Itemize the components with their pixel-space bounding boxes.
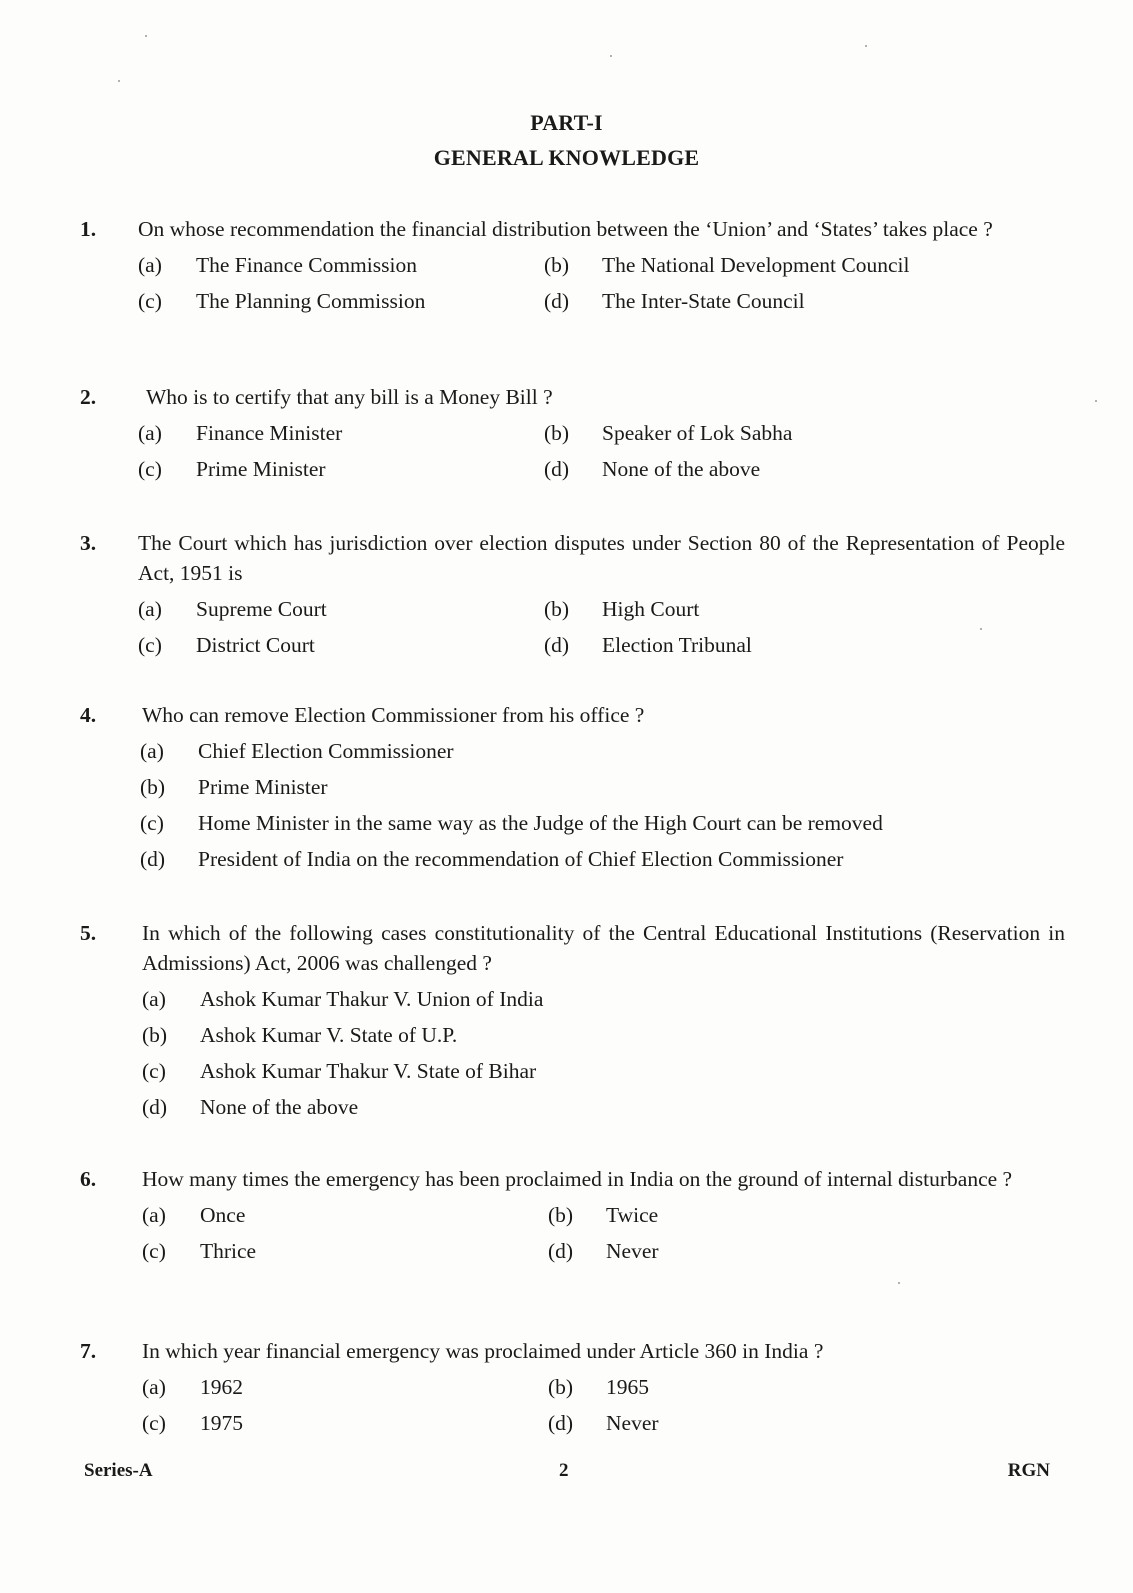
option-c [140,808,883,838]
option-text: 1962 [200,1375,243,1399]
option-label: (c) [140,811,164,835]
option-label: (b) [548,1203,574,1227]
option-label: (a) [140,739,164,763]
option-label: (c) [138,633,162,657]
option-label: (c) [142,1239,166,1263]
option-text: The Inter-State Council [602,289,805,313]
option-a [142,1372,243,1402]
question-number: 5. [80,921,97,945]
options-list [142,984,1065,1128]
question-number: 6. [80,1167,97,1191]
option-text: Never [606,1239,659,1263]
option-label: (b) [544,597,570,621]
option-label: (d) [140,847,166,871]
option-b [140,772,328,802]
section-heading: GENERAL KNOWLEDGE [433,145,700,170]
page-number: 2 [559,1460,569,1481]
option-text: None of the above [602,457,761,481]
option-label: (a) [142,1375,166,1399]
option-text: Prime Minister [198,775,328,799]
option-c [138,630,315,660]
option-c [142,1056,536,1086]
option-label: (b) [544,421,570,445]
option-text: High Court [602,597,700,621]
option-text: Home Minister in the same way as the Judge of the High Court can be removed [198,811,883,835]
option-label: (a) [142,1203,166,1227]
question-text: In which of the following cases constitutionality of the Central Educational Institutions (Reservation in Admissions) Act, 2006 was challenged ? [142,921,1065,975]
question-text: The Court which has jurisdiction over election disputes under Section 80 of the Representation of People Act, 1951 is [138,531,1065,585]
option-label: (b) [140,775,166,799]
question-3 [80,528,1065,666]
question-1 [80,214,1065,322]
option-b [142,1020,457,1050]
option-text: 1965 [606,1375,649,1399]
option-label: (c) [138,457,162,481]
question-5 [80,918,1065,1128]
option-a [138,418,342,448]
scan-speck [145,35,147,37]
question-text: How many times the emergency has been proclaimed in India on the ground of internal disturbance ? [142,1167,1013,1191]
part-heading: PART-I [530,110,603,135]
paper-code: RGN [1007,1460,1050,1481]
options-grid [138,250,1065,322]
option-text: Election Tribunal [602,633,752,657]
option-text: Chief Election Commissioner [198,739,454,763]
option-d [548,1236,659,1266]
option-label: (b) [548,1375,574,1399]
option-label: (d) [544,457,570,481]
option-text: Ashok Kumar Thakur V. Union of India [200,987,544,1011]
option-text: District Court [196,633,315,657]
option-label: (a) [142,987,166,1011]
option-text: 1975 [200,1411,243,1435]
question-number: 3. [80,531,97,555]
scan-speck [118,80,120,82]
options-grid [142,1372,1065,1444]
option-label: (b) [544,253,570,277]
option-b [548,1200,658,1230]
option-text: Twice [606,1203,659,1227]
options-list [140,736,1065,880]
question-number: 4. [80,703,97,727]
option-d [140,844,843,874]
option-text: Supreme Court [196,597,327,621]
option-d [544,286,805,316]
option-b [544,418,792,448]
options-grid [138,418,1065,490]
question-number: 2. [80,385,97,409]
option-label: (c) [142,1411,166,1435]
option-d [142,1092,358,1122]
question-7 [80,1336,1065,1444]
question-number: 7. [80,1339,97,1363]
option-text: Once [200,1203,246,1227]
option-text: President of India on the recommendation of Chief Election Commissioner [198,847,844,871]
question-2 [80,382,1065,490]
option-label: (d) [548,1239,574,1263]
option-d [544,630,752,660]
question-number: 1. [80,217,97,241]
option-label: (a) [138,597,162,621]
option-label: (a) [138,253,162,277]
option-c [142,1236,256,1266]
option-label: (b) [142,1023,168,1047]
option-text: Ashok Kumar Thakur V. State of Bihar [200,1059,537,1083]
option-text: Speaker of Lok Sabha [602,421,793,445]
question-text: Who can remove Election Commissioner from his office ? [142,703,645,727]
option-label: (d) [544,289,570,313]
question-6 [80,1164,1065,1272]
option-label: (c) [142,1059,166,1083]
page-footer [84,1460,1050,1490]
option-label: (c) [138,289,162,313]
series-label: Series-A [84,1460,153,1481]
scan-speck [1095,400,1097,402]
option-a [140,736,454,766]
option-a [142,984,543,1014]
option-b [544,250,910,280]
option-d [544,454,760,484]
option-a [138,594,327,624]
option-text: The Planning Commission [196,289,426,313]
question-4 [80,700,1065,880]
option-text: None of the above [200,1095,359,1119]
option-text: The National Development Council [602,253,910,277]
option-text: Never [606,1411,659,1435]
options-grid [142,1200,1065,1272]
option-label: (d) [548,1411,574,1435]
option-c [138,454,326,484]
option-b [548,1372,649,1402]
option-a [142,1200,245,1230]
option-text: Ashok Kumar V. State of U.P. [200,1023,458,1047]
option-text: The Finance Commission [196,253,417,277]
question-text: On whose recommendation the financial distribution between the ‘Union’ and ‘States’ takes place ? [138,217,993,241]
option-b [544,594,699,624]
option-text: Prime Minister [196,457,326,481]
option-c [142,1408,243,1438]
option-text: Thrice [200,1239,257,1263]
option-c [138,286,425,316]
option-a [138,250,417,280]
scan-speck [610,55,612,57]
scan-speck [865,45,867,47]
options-grid [138,594,1065,666]
question-text: Who is to certify that any bill is a Money Bill ? [146,385,553,409]
option-label: (a) [138,421,162,445]
option-label: (d) [544,633,570,657]
question-text: In which year financial emergency was proclaimed under Article 360 in India ? [142,1339,824,1363]
option-text: Finance Minister [196,421,343,445]
scan-speck [898,1282,900,1284]
option-d [548,1408,659,1438]
option-label: (d) [142,1095,168,1119]
